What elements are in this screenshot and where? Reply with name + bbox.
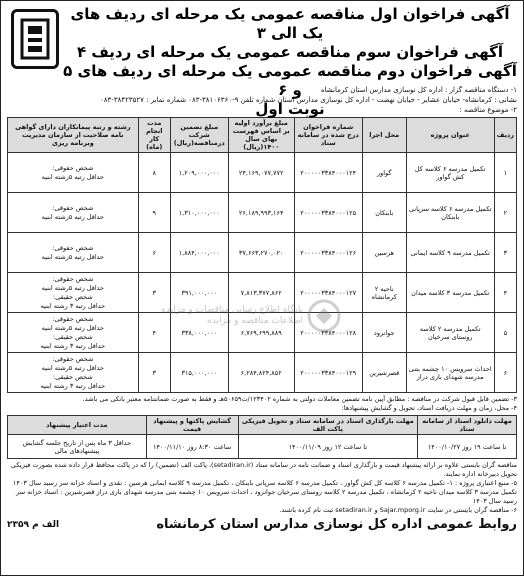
footer-notes <box>7 461 517 515</box>
dates-value: تا ساعت ۱۲ روز ۱۴۰۰/۱۱/۰۹ <box>238 435 418 459</box>
grade-line: حداقل رتبه ۳ رشته ابنیه <box>40 341 106 350</box>
contractor-grades <box>8 193 139 233</box>
contractor-grades <box>8 313 139 353</box>
grade-line: حداقل رتبه ۵رشته ابنیه <box>41 363 105 372</box>
grade-line: حداقل رتبه ۵رشته ابنیه <box>41 323 105 332</box>
row-number: ۲ <box>494 193 516 233</box>
estimate-amount: ۶,۷۶۹,۶۹۹,۸۸۹ <box>228 313 294 353</box>
col-header-guarantee: مبلغ تضمین شرکت درمناقصه(ریال) <box>170 118 228 153</box>
guarantee-amount: ۳۳۸,۰۰۰,۰۰۰ <box>170 313 228 353</box>
estimate-amount: ۶,۲۸۴,۸۲۴,۸۵۲ <box>228 353 294 393</box>
tender-number: ۲۰۰۰۰۰۳۳۸۴۰۰۰۱۲۸ <box>294 313 362 353</box>
contractor-grades <box>8 273 139 313</box>
contractor-grades <box>8 153 139 193</box>
row-number: ۵ <box>494 313 516 353</box>
duration: ۴ <box>138 313 170 353</box>
project-title: تکمیل مدرسه ۲ کلاسه روستای سرخیان <box>406 313 494 353</box>
grade-line: شخص حقوقی: <box>52 203 94 212</box>
col-header-estimate: مبلغ برآورد اولیه بر اساس فهرست بهای سال ۱۴۰۰(ریال) <box>228 118 294 153</box>
tender-number: ۲۰۰۰۰۰۳۳۸۴۰۰۰۱۲۵ <box>294 193 362 233</box>
table-header-row <box>8 118 517 153</box>
project-title: تکمیل مدرسه ۶ کلاسه سرپانی بابنکان <box>406 193 494 233</box>
title-line-4: نوبت اول <box>255 100 325 118</box>
watermark-line: پایگاه اطلاع رسانی مناقصات و مزایده <box>161 305 303 315</box>
title-line-2: آگهی فراخوان سوم مناقصه عمومی یک مرحله ای ردیف ۴ <box>77 43 503 61</box>
grade-line: حداقل رتبه ۳ رشته ابنیه <box>40 381 106 390</box>
project-location: گواور <box>362 153 406 193</box>
watermark-line: اطلاعات مناقصه و مزایده <box>207 316 303 326</box>
guarantee-amount: ۱,۲۰۹,۰۰۰,۰۰۰ <box>170 153 228 193</box>
info-line: ۱- دستگاه مناقصه گزار : اداره کل نوسازی مدارس استان کرمانشاه <box>320 86 517 94</box>
duration: ۸ <box>138 153 170 193</box>
grade-line: شخص حقیقی: <box>52 332 93 341</box>
duration: ۹ <box>138 193 170 233</box>
grade-line: حداقل رتبه ۵رشته ابنیه <box>41 212 105 221</box>
dates-value: ساعت ۸:۳۰ روز ۱۴۰۰/۱۱/۱۰ <box>146 435 238 459</box>
estimate-amount: ۳۷,۶۶۳,۲۷۰,۰۲۰ <box>228 233 294 273</box>
title-line-3: آگهی فراخوان دوم مناقصه عمومی یک مرحله ای ردیف های ۵ و ۶ <box>63 62 517 99</box>
tender-number: ۲۰۰۰۰۰۳۳۸۴۰۰۰۱۲۷ <box>294 273 362 313</box>
guarantee-amount: ۱,۸۸۴,۰۰۰,۰۰۰ <box>170 233 228 273</box>
tender-number: ۲۰۰۰۰۰۳۳۸۴۰۰۰۱۲۴ <box>294 153 362 193</box>
project-title: تکمیل مدرسه ۶ کلاسه کل کش گواور <box>406 153 494 193</box>
grade-line: شخص حقوقی: <box>52 163 94 172</box>
tender-number: ۲۰۰۰۰۰۳۳۸۴۰۰۰۱۲۶ <box>294 233 362 273</box>
project-location: ناحیه ۲ کرمانشاه <box>362 273 406 313</box>
info-line: ۲- موضوع مناقصه : <box>459 106 517 114</box>
contractor-grades <box>8 233 139 273</box>
project-title: تکمیل مدرسه ۹ کلاسه ایمانی <box>406 233 494 273</box>
footer-line: ۵- منبع اعتباری پروژه : ۱- تکمیل مدرسه ۶ کلاسه کل کش گواور ، تکمیل مدرسه ۶ کلاسه سرپانی بابنکان ، تکمیل مدرسه ۹ کلاسه ایمانی هرسین : نقدی و اسناد خزانه سر رسید سال ۱۴۰۳ <box>12 479 517 487</box>
guarantee-amount: ۳۱۵,۰۰۰,۰۰۰ <box>170 353 228 393</box>
info-line: نشانی : کرمانشاه- خیابان عشایر - خیابان نهضت - اداره کل نوسازی مدارس استان شماره تلفن ۹-۳۸۱۰۶۳۶۰-۰۸۳ شماره نمابر : ۳۸۴۲۳۵۲۷-۰۸۳ <box>100 96 517 104</box>
tender-number: ۲۰۰۰۰۰۳۳۸۴۰۰۰۱۲۹ <box>294 353 362 393</box>
grade-line: شخص حقیقی: <box>52 292 93 301</box>
grade-line: حداقل رتبه ۳ رشته ابنیه <box>40 301 106 310</box>
duration: ۳ <box>138 273 170 313</box>
dates-value-row <box>8 435 517 459</box>
estimate-amount: ۲۶,۱۸۹,۹۹۳,۱۶۴ <box>228 193 294 233</box>
table-row <box>8 353 517 393</box>
grade-line: شخص حقوقی: <box>52 354 94 363</box>
dates-value: حداقل ۳ ماه پس از تاریخ جلسه گشایش پیشنهادهای مالی <box>8 435 147 459</box>
project-location: هرسین <box>362 233 406 273</box>
row-number: ۶ <box>494 353 516 393</box>
grade-line: حداقل رتبه ۵رشته ابنیه <box>41 172 105 181</box>
note-line: ۳- تضمین قابل قبول شرکت در مناقصه : مطابق آیین نامه تضمین معاملات دولتی به شماره ۱۲۳۴۰۲/ت۵۰۶۵۹هـ و فقط به صورت ضمانتنامه معتبر بانکی می باشد. <box>82 395 517 403</box>
estimate-amount: ۷,۸۱۳,۳۷۷,۸۶۲ <box>228 273 294 313</box>
estimate-amount: ۲۴,۱۶۹,۰۷۷,۷۷۲ <box>228 153 294 193</box>
footer-row <box>7 517 517 532</box>
guarantee-amount: ۱,۳۱۰,۰۰۰,۰۰۰ <box>170 193 228 233</box>
notes <box>7 395 517 413</box>
dates-header: مهلت بارگذاری اسناد در سامانه ستاد و تحویل فیزیکی پاکت الف <box>238 416 418 435</box>
dates-header-row <box>8 416 517 435</box>
col-header-tender-number: شماره فراخوان درج شده در سامانه ستاد <box>294 118 362 153</box>
col-header-grades: رشته و رتبه پیمانکاران دارای گواهی نامه صلاحیت از سازمان مدیریت وبرنامه ریزی <box>8 118 139 153</box>
table-row <box>8 233 517 273</box>
project-location: قصرشیرین <box>362 353 406 393</box>
dates-header: مهلت دانلود اسناد از سامانه ستاد <box>418 416 517 435</box>
projects-table <box>7 117 517 393</box>
org-public-relations-title: روابط عمومی اداره کل نوسازی مدارس استان کرمانشاه <box>156 517 517 532</box>
title-line-1: آگهی فراخوان اول مناقصه عمومی یک مرحله ای ردیف های یک الی ۳ <box>70 5 510 42</box>
row-number: ۴ <box>494 273 516 313</box>
dates-header: گشایش پاکتها و پیشنهاد قیمت <box>146 416 238 435</box>
contractor-grades <box>8 353 139 393</box>
dates-value: تا ساعت ۱۹ روز ۱۴۰۰/۱۰/۲۷ <box>418 435 517 459</box>
guarantee-amount: ۳۹۱,۰۰۰,۰۰۰ <box>170 273 228 313</box>
project-location: جوانرود <box>362 313 406 353</box>
project-title: احداث سرویس ۱۰ چشمه بتنی مدرسه شهدای بازی دراز <box>406 353 494 393</box>
grade-line: شخص حقوقی: <box>52 314 94 323</box>
col-header-title: عنوان پروژه <box>406 118 494 153</box>
dates-header: مدت اعتبار پیشنهاد <box>8 416 147 435</box>
table-row <box>8 193 517 233</box>
row-number: ۳ <box>494 233 516 273</box>
ad-reference: الف م ۲۳۵۹ <box>7 519 60 530</box>
project-location: بابنکان <box>362 193 406 233</box>
note-line: ۴- محل، زمان و مهلت دریافت اسناد، تحویل و گشایش پیشنهادها: <box>341 404 517 412</box>
grade-line: حداقل رتبه ۵رشته ابنیه <box>41 283 105 292</box>
footer-line: تکمیل مدرسه ۳ کلاسه میدان ناحیه ۲ کرمانشاه ، تکمیل مدرسه ۲ کلاسه روستای سرخیان جوانرود ، احداث سرویس ۱۰ چشمه بتنی مدرسه شهدای بازی دراز قصرشیرین : اسناد خزانه سر رسید سال ۱۴۰۳ <box>16 488 517 505</box>
grade-line: شخص حقیقی: <box>52 372 93 381</box>
col-header-row-num: ردیف <box>494 118 516 153</box>
watermark-logo-icon <box>307 299 341 333</box>
watermark <box>151 291 341 341</box>
col-header-location: محل اجرا <box>362 118 406 153</box>
footer-line: ۶- مناقصه گران بایستی در سایت Sajar.mporg.ir و setadiran.ir ثبت نام کرده باشند. <box>279 506 517 514</box>
table-row <box>8 153 517 193</box>
grade-line: شخص حقوقی: <box>52 274 94 283</box>
duration: ۶ <box>138 233 170 273</box>
dates-table <box>7 415 517 459</box>
duration: ۳ <box>138 353 170 393</box>
project-title: تکمیل مدرسه ۳ کلاسه میدان <box>406 273 494 313</box>
grade-line: شخص حقوقی: <box>52 243 94 252</box>
row-number: ۱ <box>494 153 516 193</box>
org-logo-icon <box>11 9 59 69</box>
grade-line: حداقل رتبه ۵رشته ابنیه <box>41 252 105 261</box>
footer-line: مناقصه گران بایستی علاوه بر ارائه پیشنهاد قیمت و بارگذاری اسناد و ضمانت نامه در سامانه ستاد (setadiran.ir)، پاکت الف (تضمین) را که در پاکت محافظ قرار داده شده بصورت فیزیکی تحویل دبیرخانه اداره نمایند. <box>10 461 517 478</box>
col-header-duration: مدت انجام کار (ماه) <box>138 118 170 153</box>
